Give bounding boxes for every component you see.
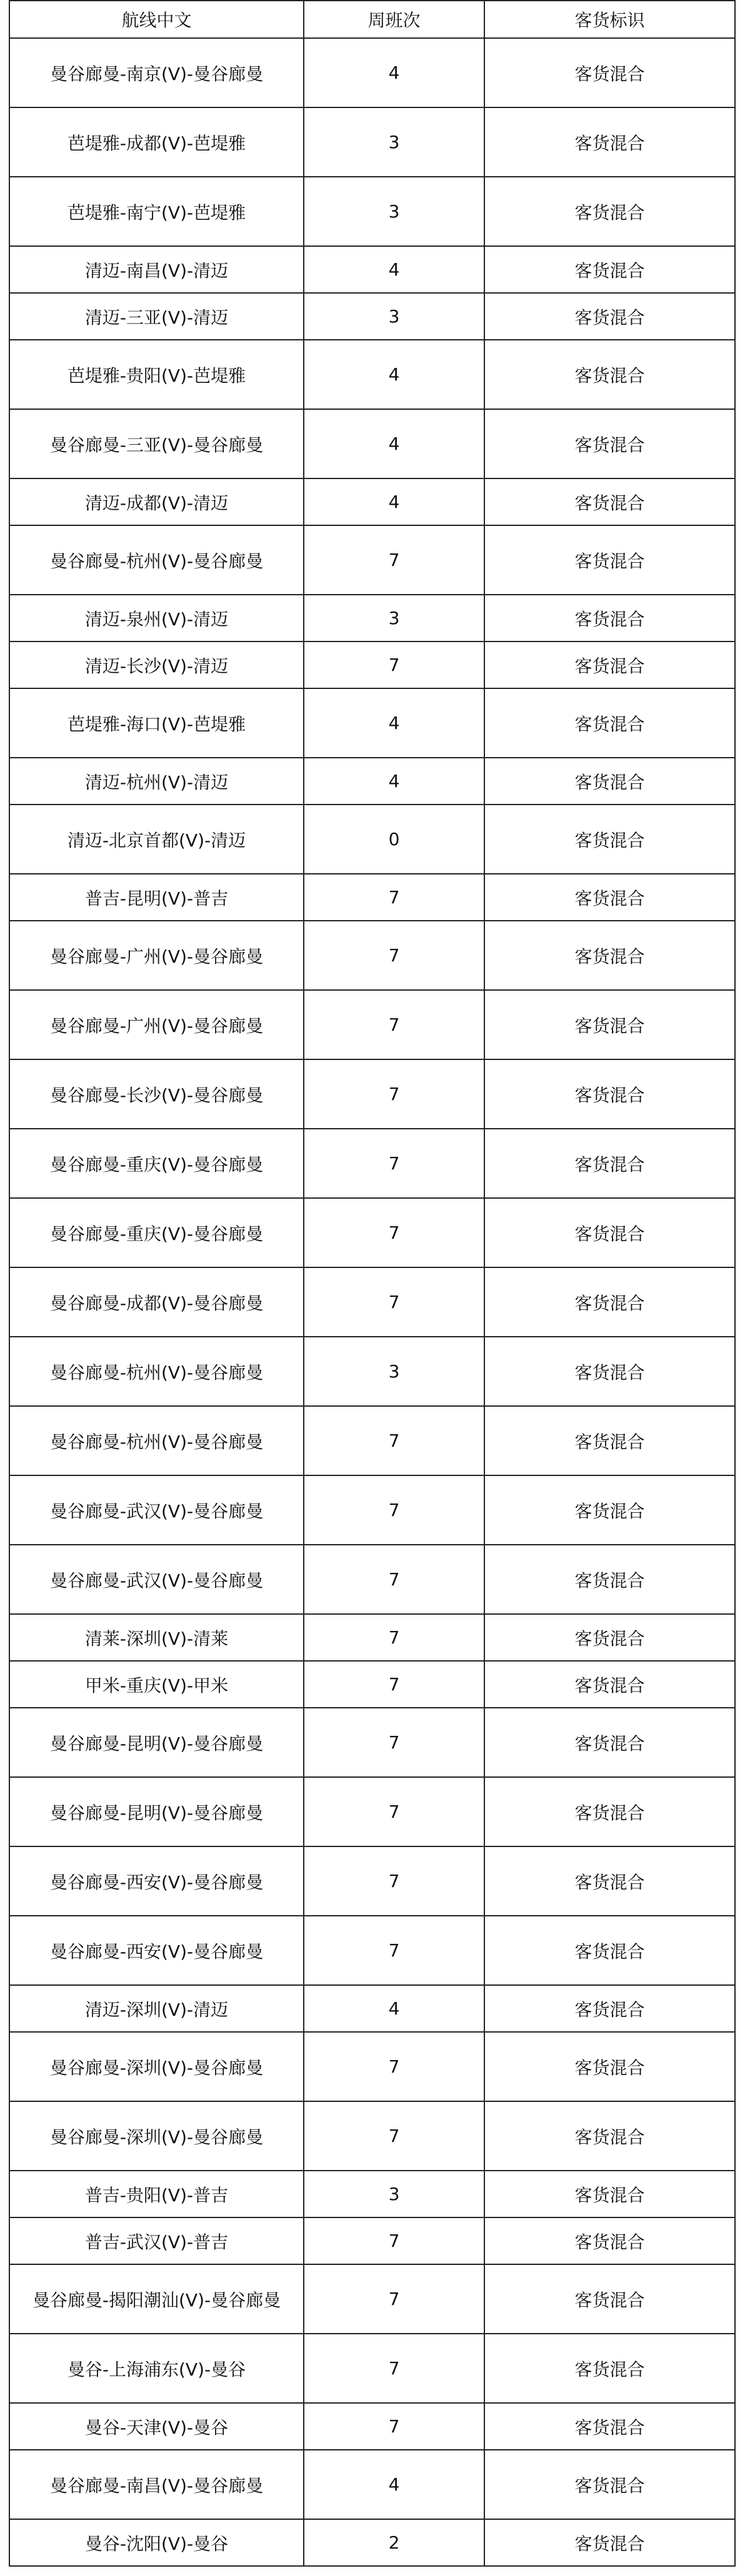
weekly-flights-cell: 7 — [304, 1777, 484, 1846]
table-row — [9, 874, 735, 921]
header-weekly-flights: 周班次 — [304, 1, 484, 38]
weekly-flights-cell: 4 — [304, 246, 484, 293]
cargo-type-cell: 客货混合 — [484, 1846, 735, 1916]
route-cell: 曼谷廊曼-成都(V)-曼谷廊曼 — [9, 1267, 304, 1337]
table-row — [9, 1777, 735, 1846]
weekly-flights-cell: 4 — [304, 478, 484, 525]
cargo-type-cell: 客货混合 — [484, 293, 735, 340]
route-cell: 曼谷廊曼-杭州(V)-曼谷廊曼 — [9, 1406, 304, 1475]
route-cell: 甲米-重庆(V)-甲米 — [9, 1661, 304, 1708]
cargo-type-cell: 客货混合 — [484, 525, 735, 595]
route-cell: 曼谷廊曼-武汉(V)-曼谷廊曼 — [9, 1475, 304, 1545]
table-row — [9, 2101, 735, 2171]
table-row — [9, 1846, 735, 1916]
weekly-flights-cell: 4 — [304, 1985, 484, 2032]
cargo-type-cell: 客货混合 — [484, 1545, 735, 1614]
table-row — [9, 246, 735, 293]
table-row — [9, 478, 735, 525]
route-cell: 曼谷-沈阳(V)-曼谷 — [9, 2519, 304, 2566]
weekly-flights-cell: 3 — [304, 1337, 484, 1406]
route-cell: 曼谷廊曼-杭州(V)-曼谷廊曼 — [9, 525, 304, 595]
route-cell: 清迈-长沙(V)-清迈 — [9, 642, 304, 688]
route-cell: 清迈-杭州(V)-清迈 — [9, 758, 304, 805]
table-row — [9, 1198, 735, 1267]
weekly-flights-cell: 7 — [304, 990, 484, 1059]
weekly-flights-cell: 7 — [304, 1545, 484, 1614]
table-row — [9, 177, 735, 246]
cargo-type-cell: 客货混合 — [484, 688, 735, 758]
cargo-type-cell: 客货混合 — [484, 1406, 735, 1475]
table-row — [9, 921, 735, 990]
header-route: 航线中文 — [9, 1, 304, 38]
table-row — [9, 2032, 735, 2101]
table-row — [9, 2519, 735, 2566]
weekly-flights-cell: 3 — [304, 2171, 484, 2217]
table-row — [9, 293, 735, 340]
cargo-type-cell: 客货混合 — [484, 2519, 735, 2566]
route-cell: 普吉-武汉(V)-普吉 — [9, 2217, 304, 2264]
table-row — [9, 340, 735, 409]
cargo-type-cell: 客货混合 — [484, 1614, 735, 1661]
weekly-flights-cell: 4 — [304, 409, 484, 478]
cargo-type-cell: 客货混合 — [484, 340, 735, 409]
route-cell: 曼谷廊曼-昆明(V)-曼谷廊曼 — [9, 1708, 304, 1777]
route-cell: 清迈-三亚(V)-清迈 — [9, 293, 304, 340]
weekly-flights-cell: 3 — [304, 177, 484, 246]
table-row — [9, 1475, 735, 1545]
weekly-flights-cell: 7 — [304, 1614, 484, 1661]
weekly-flights-cell: 3 — [304, 293, 484, 340]
table-body — [9, 38, 735, 2566]
header-cargo-type: 客货标识 — [484, 1, 735, 38]
route-cell: 曼谷廊曼-广州(V)-曼谷廊曼 — [9, 921, 304, 990]
weekly-flights-cell: 7 — [304, 2264, 484, 2334]
weekly-flights-cell: 4 — [304, 688, 484, 758]
route-cell: 曼谷廊曼-西安(V)-曼谷廊曼 — [9, 1846, 304, 1916]
weekly-flights-cell: 7 — [304, 2101, 484, 2171]
weekly-flights-cell: 4 — [304, 2450, 484, 2519]
cargo-type-cell: 客货混合 — [484, 1198, 735, 1267]
table-row — [9, 758, 735, 805]
route-cell: 曼谷廊曼-重庆(V)-曼谷廊曼 — [9, 1198, 304, 1267]
route-cell: 清迈-泉州(V)-清迈 — [9, 595, 304, 642]
cargo-type-cell: 客货混合 — [484, 1777, 735, 1846]
table-row — [9, 2217, 735, 2264]
weekly-flights-cell: 4 — [304, 38, 484, 107]
route-cell: 普吉-贵阳(V)-普吉 — [9, 2171, 304, 2217]
table-row — [9, 1985, 735, 2032]
weekly-flights-cell: 7 — [304, 525, 484, 595]
weekly-flights-cell: 3 — [304, 595, 484, 642]
route-cell: 曼谷-天津(V)-曼谷 — [9, 2403, 304, 2450]
route-cell: 芭堤雅-贵阳(V)-芭堤雅 — [9, 340, 304, 409]
cargo-type-cell: 客货混合 — [484, 246, 735, 293]
route-cell: 曼谷廊曼-三亚(V)-曼谷廊曼 — [9, 409, 304, 478]
weekly-flights-cell: 0 — [304, 805, 484, 874]
cargo-type-cell: 客货混合 — [484, 409, 735, 478]
cargo-type-cell: 客货混合 — [484, 38, 735, 107]
table-row — [9, 1337, 735, 1406]
route-cell: 曼谷廊曼-南京(V)-曼谷廊曼 — [9, 38, 304, 107]
route-cell: 曼谷廊曼-长沙(V)-曼谷廊曼 — [9, 1059, 304, 1129]
table-row — [9, 1059, 735, 1129]
cargo-type-cell: 客货混合 — [484, 2450, 735, 2519]
table-row — [9, 38, 735, 107]
route-cell: 普吉-昆明(V)-普吉 — [9, 874, 304, 921]
weekly-flights-cell: 4 — [304, 340, 484, 409]
table-row — [9, 688, 735, 758]
route-cell: 曼谷廊曼-重庆(V)-曼谷廊曼 — [9, 1129, 304, 1198]
route-cell: 曼谷廊曼-昆明(V)-曼谷廊曼 — [9, 1777, 304, 1846]
cargo-type-cell: 客货混合 — [484, 1129, 735, 1198]
table-row — [9, 2334, 735, 2403]
route-cell: 曼谷-上海浦东(V)-曼谷 — [9, 2334, 304, 2403]
route-cell: 芭堤雅-成都(V)-芭堤雅 — [9, 107, 304, 177]
table-row — [9, 805, 735, 874]
cargo-type-cell: 客货混合 — [484, 2101, 735, 2171]
weekly-flights-cell: 7 — [304, 1406, 484, 1475]
table-row — [9, 1916, 735, 1985]
weekly-flights-cell: 7 — [304, 2403, 484, 2450]
cargo-type-cell: 客货混合 — [484, 1475, 735, 1545]
table-header-row — [9, 1, 735, 38]
cargo-type-cell: 客货混合 — [484, 177, 735, 246]
cargo-type-cell: 客货混合 — [484, 2264, 735, 2334]
cargo-type-cell: 客货混合 — [484, 478, 735, 525]
cargo-type-cell: 客货混合 — [484, 990, 735, 1059]
weekly-flights-cell: 7 — [304, 1129, 484, 1198]
table-row — [9, 642, 735, 688]
table-row — [9, 1267, 735, 1337]
route-cell: 清迈-北京首都(V)-清迈 — [9, 805, 304, 874]
table-row — [9, 1545, 735, 1614]
weekly-flights-cell: 7 — [304, 2032, 484, 2101]
cargo-type-cell: 客货混合 — [484, 2171, 735, 2217]
route-cell: 芭堤雅-海口(V)-芭堤雅 — [9, 688, 304, 758]
route-cell: 曼谷廊曼-深圳(V)-曼谷廊曼 — [9, 2032, 304, 2101]
table-row — [9, 525, 735, 595]
table-row — [9, 990, 735, 1059]
route-cell: 曼谷廊曼-西安(V)-曼谷廊曼 — [9, 1916, 304, 1985]
route-cell: 曼谷廊曼-南昌(V)-曼谷廊曼 — [9, 2450, 304, 2519]
cargo-type-cell: 客货混合 — [484, 1916, 735, 1985]
cargo-type-cell: 客货混合 — [484, 921, 735, 990]
weekly-flights-cell: 7 — [304, 1846, 484, 1916]
weekly-flights-cell: 7 — [304, 1059, 484, 1129]
weekly-flights-cell: 7 — [304, 1475, 484, 1545]
weekly-flights-cell: 7 — [304, 1267, 484, 1337]
route-cell: 清莱-深圳(V)-清莱 — [9, 1614, 304, 1661]
route-cell: 曼谷廊曼-杭州(V)-曼谷廊曼 — [9, 1337, 304, 1406]
weekly-flights-cell: 4 — [304, 758, 484, 805]
route-cell: 曼谷廊曼-广州(V)-曼谷廊曼 — [9, 990, 304, 1059]
cargo-type-cell: 客货混合 — [484, 595, 735, 642]
cargo-type-cell: 客货混合 — [484, 1985, 735, 2032]
route-cell: 曼谷廊曼-揭阳潮汕(V)-曼谷廊曼 — [9, 2264, 304, 2334]
cargo-type-cell: 客货混合 — [484, 2334, 735, 2403]
table-row — [9, 1129, 735, 1198]
cargo-type-cell: 客货混合 — [484, 2403, 735, 2450]
route-cell: 清迈-成都(V)-清迈 — [9, 478, 304, 525]
cargo-type-cell: 客货混合 — [484, 805, 735, 874]
weekly-flights-cell: 2 — [304, 2519, 484, 2566]
table-row — [9, 2450, 735, 2519]
route-table — [9, 0, 736, 2567]
weekly-flights-cell: 3 — [304, 107, 484, 177]
route-cell: 曼谷廊曼-武汉(V)-曼谷廊曼 — [9, 1545, 304, 1614]
weekly-flights-cell: 7 — [304, 874, 484, 921]
table-row — [9, 2264, 735, 2334]
table-row — [9, 1614, 735, 1661]
weekly-flights-cell: 7 — [304, 1198, 484, 1267]
weekly-flights-cell: 7 — [304, 642, 484, 688]
table-row — [9, 2403, 735, 2450]
table-row — [9, 1661, 735, 1708]
cargo-type-cell: 客货混合 — [484, 1059, 735, 1129]
table-row — [9, 1708, 735, 1777]
cargo-type-cell: 客货混合 — [484, 2032, 735, 2101]
route-cell: 清迈-深圳(V)-清迈 — [9, 1985, 304, 2032]
table-row — [9, 107, 735, 177]
route-cell: 清迈-南昌(V)-清迈 — [9, 246, 304, 293]
weekly-flights-cell: 7 — [304, 921, 484, 990]
route-cell: 曼谷廊曼-深圳(V)-曼谷廊曼 — [9, 2101, 304, 2171]
weekly-flights-cell: 7 — [304, 1916, 484, 1985]
cargo-type-cell: 客货混合 — [484, 1661, 735, 1708]
cargo-type-cell: 客货混合 — [484, 1267, 735, 1337]
cargo-type-cell: 客货混合 — [484, 1337, 735, 1406]
weekly-flights-cell: 7 — [304, 2334, 484, 2403]
route-cell: 芭堤雅-南宁(V)-芭堤雅 — [9, 177, 304, 246]
cargo-type-cell: 客货混合 — [484, 758, 735, 805]
cargo-type-cell: 客货混合 — [484, 1708, 735, 1777]
weekly-flights-cell: 7 — [304, 1708, 484, 1777]
table-row — [9, 595, 735, 642]
weekly-flights-cell: 7 — [304, 1661, 484, 1708]
cargo-type-cell: 客货混合 — [484, 2217, 735, 2264]
weekly-flights-cell: 7 — [304, 2217, 484, 2264]
table-row — [9, 1406, 735, 1475]
table-row — [9, 409, 735, 478]
table-row — [9, 2171, 735, 2217]
cargo-type-cell: 客货混合 — [484, 874, 735, 921]
cargo-type-cell: 客货混合 — [484, 642, 735, 688]
cargo-type-cell: 客货混合 — [484, 107, 735, 177]
